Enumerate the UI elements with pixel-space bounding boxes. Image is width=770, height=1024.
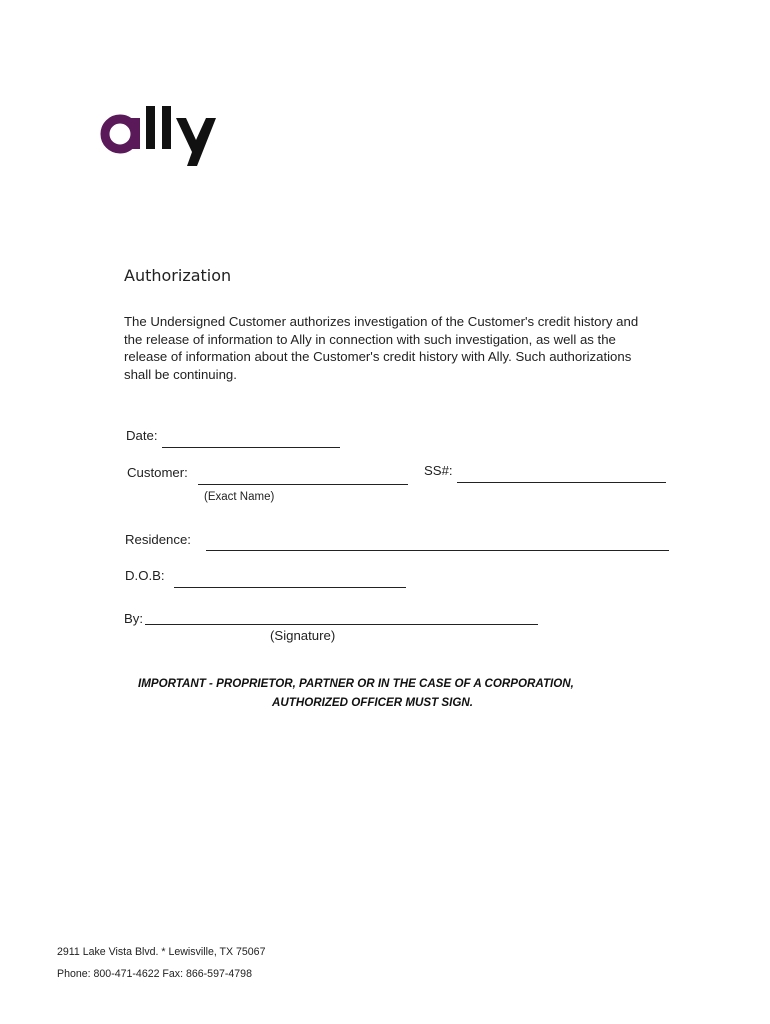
important-notice-line: IMPORTANT - PROPRIETOR, PARTNER OR IN THE CASE OF A CORPORATION, xyxy=(138,677,574,690)
by-label: By: xyxy=(124,611,144,626)
residence-label: Residence: xyxy=(125,532,191,547)
date-label: Date: xyxy=(126,428,158,443)
customer-label: Customer: xyxy=(127,465,188,480)
paragraph-line: shall be continuing. xyxy=(124,366,237,382)
paragraph-line: release of information about the Customer's credit history with Ally. Such authorizations xyxy=(124,349,632,364)
ss-label: SS#: xyxy=(424,463,453,478)
dob-label: D.O.B: xyxy=(125,568,165,583)
important-notice-line: AUTHORIZED OFFICER MUST SIGN. xyxy=(272,696,473,709)
ss-number-field[interactable] xyxy=(457,482,666,483)
authorization-paragraph xyxy=(124,313,672,383)
footer-address: 2911 Lake Vista Blvd. * Lewisville, TX 75067 xyxy=(57,946,266,958)
residence-field[interactable] xyxy=(206,550,669,551)
ally-logo xyxy=(100,100,222,170)
ally-logo-lly xyxy=(146,106,216,166)
date-field[interactable] xyxy=(162,447,340,448)
paragraph-line: The Undersigned Customer authorizes investigation of the Customer's credit history and xyxy=(124,314,639,329)
footer-phone-fax: Phone: 800-471-4622 Fax: 866-597-4798 xyxy=(57,968,252,980)
signature-field[interactable] xyxy=(145,624,538,625)
page-title: Authorization xyxy=(124,266,232,285)
dob-field[interactable] xyxy=(174,587,406,588)
customer-name-field[interactable] xyxy=(198,484,408,485)
paragraph-line: the release of information to Ally in connection with such investigation, as well as the xyxy=(124,331,616,347)
signature-note: (Signature) xyxy=(270,628,336,643)
ally-logo-a xyxy=(105,118,140,149)
exact-name-note: (Exact Name) xyxy=(204,491,275,503)
